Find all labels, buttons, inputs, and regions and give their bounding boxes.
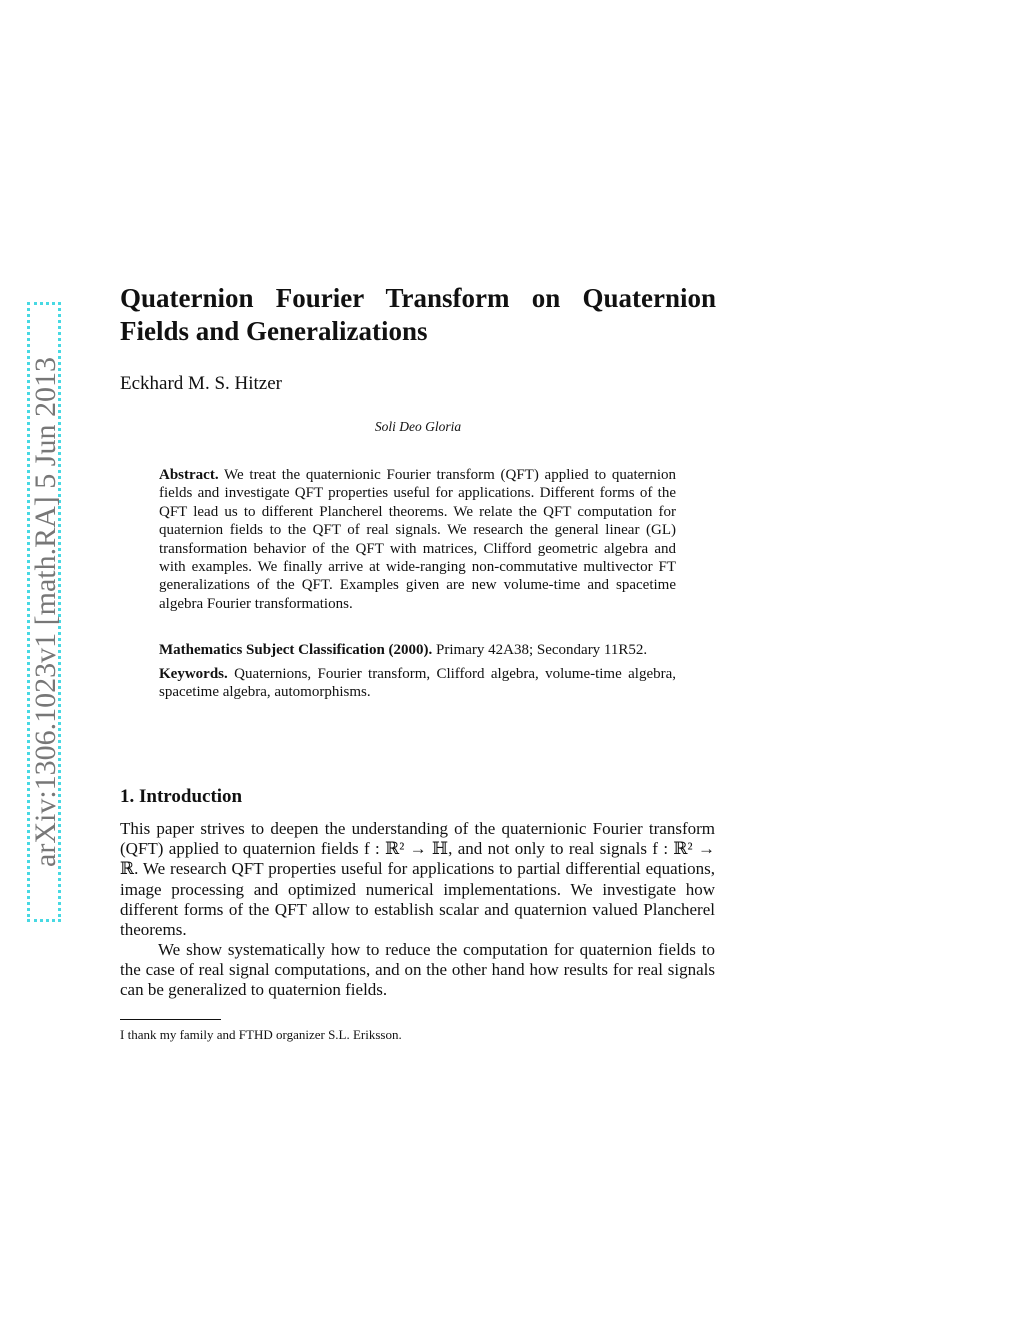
keywords-label: Keywords.	[159, 666, 228, 682]
title-line-1: Quaternion Fourier Transform on Quaternion	[120, 283, 716, 313]
section-heading-introduction: 1. Introduction	[120, 786, 243, 807]
keywords	[159, 665, 676, 702]
msc-text: Primary 42A38; Secondary 11R52.	[436, 642, 648, 658]
abstract-text: We treat the quaternionic Fourier transform (QFT) applied to quaternion fields and investigate QFT properties useful for applications. Different forms of the QFT lead us to different Plancherel theorems. We relate the QFT computation for quaternion fields to the QFT of real signals. We research the general linear (GL) transformation behavior of the QFT with matrices, Clifford geometric algebra and with examples. We finally arrive at wide-ranging non-commutative multivector FT generalizations of the QFT. Examples given are new volume-time and spacetime algebra Fourier transformations.	[159, 467, 676, 612]
abstract	[159, 466, 676, 613]
title-line-2: Fields and Generalizations	[120, 316, 428, 346]
footnote-rule	[120, 1019, 221, 1020]
msc-classification	[159, 641, 676, 659]
paper-title	[120, 282, 716, 348]
arxiv-identifier-stamp: arXiv:1306.1023v1 [math.RA] 5 Jun 2013	[27, 302, 61, 922]
introduction-paragraph-2: We show systematically how to reduce the computation for quaternion fields to the case of real signal computations, and on the other hand how results for real signals can be generalized to quaternion fields.	[120, 940, 715, 1000]
dedication: Soli Deo Gloria	[374, 419, 462, 434]
introduction-paragraph-1: This paper strives to deepen the understanding of the quaternionic Fourier transform (QFT) applied to quaternion fields f : ℝ² → ℍ, and not only to real signals f : ℝ² → ℝ. We research QFT properties useful for applications to partial differential equations, image processing and optimized numerical implementations. We investigate how different forms of the QFT allow to establish scalar and quaternion valued Plancherel theorems.	[120, 819, 715, 940]
abstract-label: Abstract.	[159, 467, 219, 483]
msc-label: Mathematics Subject Classification (2000).	[159, 642, 433, 658]
footnote: I thank my family and FTHD organizer S.L. Eriksson.	[120, 1027, 402, 1042]
author-name: Eckhard M. S. Hitzer	[120, 373, 282, 394]
keywords-text: Quaternions, Fourier transform, Clifford algebra, volume-time algebra, spacetime algebra, automorphisms.	[159, 666, 677, 701]
